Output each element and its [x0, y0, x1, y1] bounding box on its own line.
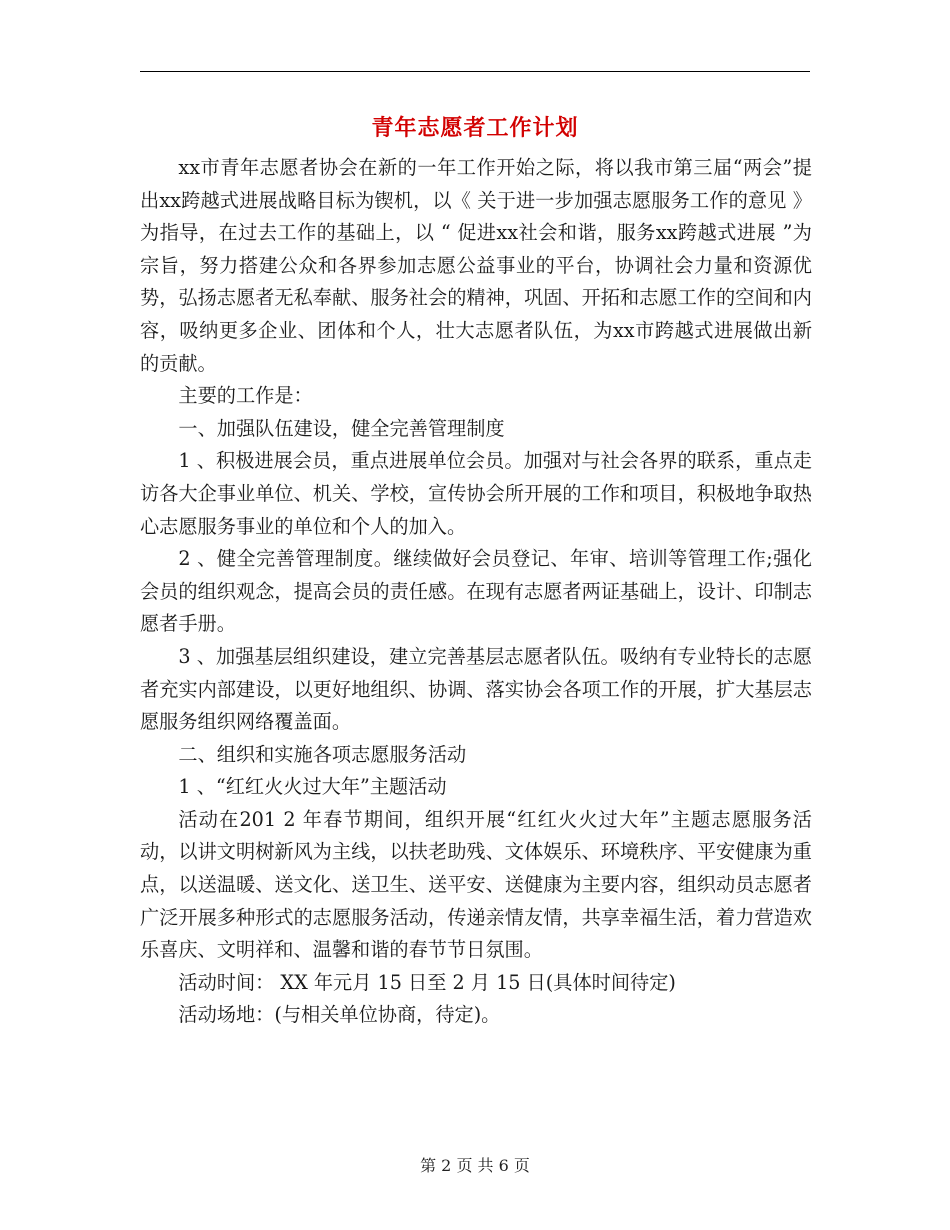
paragraph-intro: xx市青年志愿者协会在新的一年工作开始之际，将以我市第三届“两会”提出xx跨越式进展战略目标为锲机，以《 关于进一步加强志愿服务工作的意见 》为指导，在过去工作的基础上，以 “ 促进xx社会和谐，服务xx跨越式进展 ”为宗旨，努力搭建公众和各界参加志愿公益事业的平台，协调社会力量和资源优势，弘扬志愿者无私奉献、服务社会的精神，巩固、开拓和志愿工作的空间和内容，吸纳更多企业、团体和个人，壮大志愿者队伍，为xx市跨越式进展做出新的贡献。 — [140, 156, 812, 375]
section-heading-1: 一、加强队伍建设，健全完善管理制度 — [178, 416, 505, 440]
paragraph-item-1-2: 2 、健全完善管理制度。继续做好会员登记、年审、培训等管理工作;强化会员的组织观念，提高会员的责任感。在现有志愿者两证基础上，设计、印制志愿者手册。 — [140, 547, 812, 636]
paragraph-main-work: 主要的工作是： — [178, 384, 313, 408]
paragraph-activity-desc: 活动在201 2 年春节期间，组织开展“红红火火过大年”主题志愿服务活动，以讲文明树新风为主线，以扶老助残、文体娱乐、环境秩序、平安健康为重点，以送温暖、送文化、送卫生、送平安、送健康为主要内容，组织动员志愿者广泛开展多种形式的志愿服务活动，传递亲情友情，共享幸福生活，着力营造欢乐喜庆、文明祥和、温馨和谐的春节节日氛围。 — [140, 807, 812, 962]
paragraph-item-1-3: 3 、加强基层组织建设，建立完善基层志愿者队伍。吸纳有专业特长的志愿者充实内部建设，以更好地组织、协调、落实协会各项工作的开展，扩大基层志愿服务组织网络覆盖面。 — [140, 644, 812, 734]
paragraph-activity-venue: 活动场地：(与相关单位协商，待定)。 — [178, 1003, 501, 1027]
page-number-footer: 第 2 页 共 6 页 — [420, 1156, 530, 1175]
section-heading-2: 二、组织和实施各项志愿服务活动 — [178, 742, 467, 766]
paragraph-item-1-1: 1 、积极进展会员，重点进展单位会员。加强对与社会各界的联系，重点走访各大企事业单位、机关、学校，宣传协会所开展的工作和项目，积极地争取热心志愿服务事业的单位和个人的加入。 — [140, 449, 812, 538]
header-rule — [140, 71, 810, 72]
document-body — [140, 152, 812, 1032]
paragraph-item-2-1: 1 、“红红火火过大年”主题活动 — [178, 775, 447, 799]
document-title: 青年志愿者工作计划 — [371, 115, 579, 141]
paragraph-activity-time: 活动时间： XX 年元月 15 日至 2 月 15 日(具体时间待定) — [178, 970, 676, 994]
